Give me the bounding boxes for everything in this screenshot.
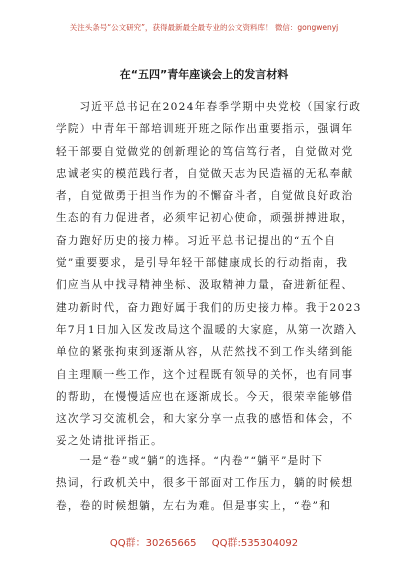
footer-contacts bbox=[0, 534, 408, 549]
paragraph-line: 忠诚老实的模范践行者，自觉做天志为民造福的无私奉献 bbox=[56, 167, 354, 180]
paragraph-line: 这次学习交流机会，和大家分享一点我的感悟和体会，不 bbox=[56, 413, 354, 426]
paragraph-line: 者，自觉做勇于担当作为的不懈奋斗者，自觉做良好政治 bbox=[56, 190, 354, 203]
footer-qq-group-2: QQ群:535304092 bbox=[211, 538, 299, 549]
paragraph-intro bbox=[56, 96, 362, 453]
paragraph-line: 们应当从中找寻精神坐标、汲取精神力量，奋进新征程、 bbox=[56, 279, 354, 292]
paragraph-line: 自主理顺一些工作，这个过程既有领导的关怀，也有同事 bbox=[56, 368, 354, 381]
paragraph-line: 的帮助，在慢慢适应也在逐渐成长。今天，很荣幸能够借 bbox=[56, 390, 354, 403]
paragraph-line: 生态的有力促进者，必须牢记初心使命，顽强拼搏进取， bbox=[56, 212, 354, 225]
paragraph-line: 卷，卷的时候想躺，左右为难。但是事实上，“卷”和 bbox=[56, 499, 332, 512]
paragraph-line: 单位的紧张拘束到逐渐从容，从茫然找不到工作头绪到能 bbox=[56, 346, 354, 359]
paragraph-line: 一是“卷”或“躺”的选择。“内卷”“躺平”是时下 bbox=[79, 455, 324, 467]
paragraph-line: 妥之处请批评指正。 bbox=[56, 435, 164, 448]
paragraph-line: 奋力跑好历史的接力棒。习近平总书记提出的“五个自 bbox=[56, 234, 337, 247]
paragraph-line: 学院）中青年干部培训班开班之际作出重要指示，强调年 bbox=[56, 123, 354, 136]
paragraph-line: 习近平总书记在2024年春季学期中央党校（国家行政 bbox=[79, 101, 362, 113]
paragraph-line: 年7月1日加入区发改局这个温暖的大家庭，从第一次踏入 bbox=[56, 323, 358, 336]
paragraph-line: 建功新时代，奋力跑好属于我们的历史接力棒。我于2023 bbox=[56, 301, 362, 314]
paragraph-section-one bbox=[56, 450, 356, 517]
footer-qq-group-1: QQ群：30265665 bbox=[109, 538, 197, 549]
header-banner: 关注头条号“公文研究”，获得最新最全最专业的公文资料库！ 微信：gongwenyj bbox=[69, 23, 339, 32]
document-title: 在“五四”青年座谈会上的发言材料 bbox=[119, 68, 289, 81]
paragraph-line: 热词，行政机关中，很多干部面对工作压力，躺的时候想 bbox=[56, 477, 354, 490]
paragraph-line: 觉”重要要求，是引导年轻干部健康成长的行动指南，我 bbox=[56, 257, 349, 270]
paragraph-line: 轻干部要自觉做党的创新理论的笃信笃行者，自觉做对党 bbox=[56, 145, 354, 158]
